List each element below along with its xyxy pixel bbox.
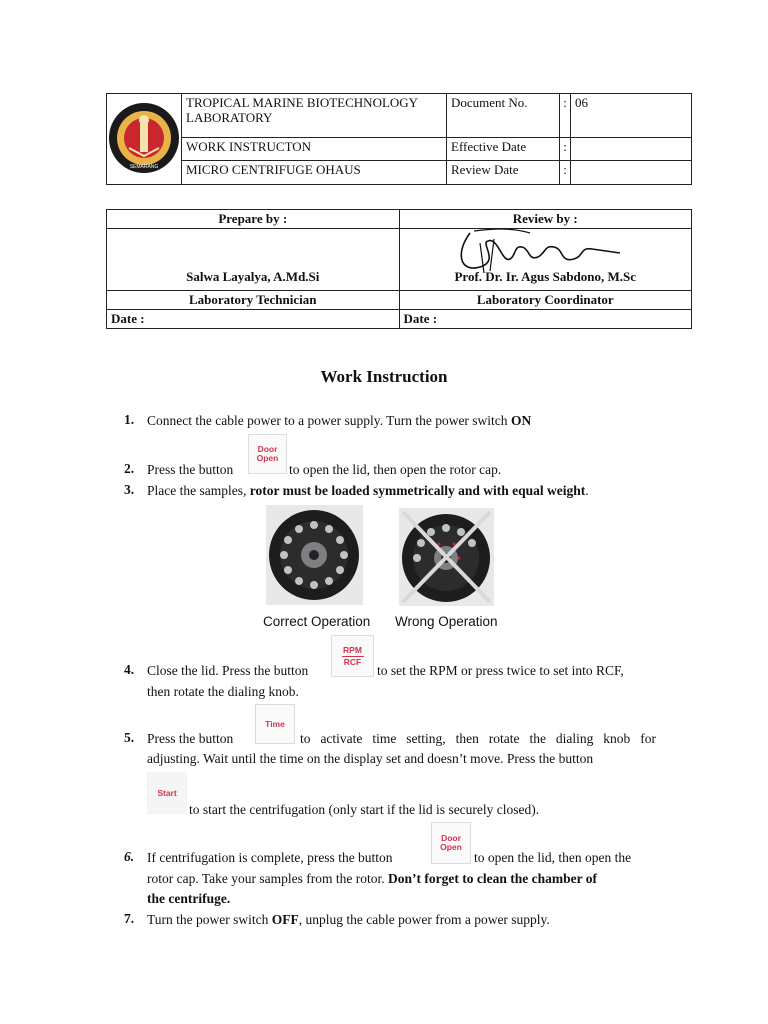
signature-table	[106, 209, 692, 329]
door-open-button-icon: Door Open	[248, 434, 287, 474]
step-4-line2: then rotate the dialing knob.	[147, 684, 299, 699]
step-7-text: Turn the power switch OFF, unplug the cable power from a power supply.	[147, 912, 550, 927]
preparer-date: Date :	[107, 310, 400, 329]
correct-operation-caption: Correct Operation	[263, 614, 371, 629]
step-number: 6.	[124, 849, 135, 864]
university-seal-logo	[107, 96, 181, 180]
step-1-text: Connect the cable power to a power supply. Turn the power switch ON	[147, 413, 532, 428]
step-number: 3.	[124, 482, 135, 497]
correct-rotor-image	[266, 505, 363, 605]
step-3-text: Place the samples, rotor must be loaded symmetrically and with equal weight.	[147, 483, 589, 498]
wrong-rotor-image	[399, 508, 494, 606]
step-6-line2: rotor cap. Take your samples from the rotor. Don’t forget to clean the chamber of	[147, 871, 597, 886]
document-no-label: Document No.	[447, 94, 560, 138]
step-5-pre: Press the button	[147, 731, 234, 746]
step-number: 5.	[124, 730, 135, 745]
step-number: 7.	[124, 911, 135, 926]
step-6-post: to open the lid, then open the	[474, 850, 632, 865]
step-2-post: to open the lid, then open the rotor cap.	[289, 462, 502, 477]
step-5-post: to activate time setting, then rotate the dialing knob for	[300, 731, 656, 746]
effective-date-label: Effective Date	[447, 137, 560, 161]
step-4-pre: Close the lid. Press the button	[147, 663, 309, 678]
preparer-name: Salwa Layalya, A.Md.Si	[107, 229, 400, 291]
colon: :	[560, 137, 571, 161]
step-2-pre: Press the button	[147, 462, 234, 477]
step-number: 4.	[124, 662, 135, 677]
door-open-button-icon-2: Door Open	[431, 822, 471, 864]
start-button-icon: Start	[147, 772, 187, 814]
prepare-label: Prepare by :	[107, 210, 400, 229]
doc-type: WORK INSTRUCTON	[182, 137, 447, 161]
document-header-table	[106, 93, 692, 185]
step-5-line2: adjusting. Wait until the time on the display set and doesn’t move. Press the button	[147, 751, 594, 766]
document-no-value: 06	[571, 94, 692, 138]
review-label: Review by :	[399, 210, 692, 229]
reviewer-name-cell	[399, 229, 692, 291]
effective-date-value	[571, 137, 692, 161]
reviewer-role: Laboratory Coordinator	[399, 291, 692, 310]
review-date-value	[571, 161, 692, 185]
svg-text:SEMARANG: SEMARANG	[129, 163, 159, 170]
step-6-line3: the centrifuge.	[147, 891, 231, 906]
step-number: 2.	[124, 461, 135, 476]
reviewer-date: Date :	[399, 310, 692, 329]
preparer-role: Laboratory Technician	[107, 291, 400, 310]
wrong-operation-caption: Wrong Operation	[395, 614, 498, 629]
rpm-rcf-button-icon: RPM RCF	[331, 635, 374, 677]
review-date-label: Review Date	[447, 161, 560, 185]
university-logo-cell	[107, 94, 182, 185]
colon: :	[560, 94, 571, 138]
step-4-post: to set the RPM or press twice to set into RCF,	[377, 663, 624, 678]
lab-name: TROPICAL MARINE BIOTECHNOLOGY LABORATORY	[182, 94, 447, 138]
instrument-name: MICRO CENTRIFUGE OHAUS	[182, 161, 447, 185]
step-5-line3: to start the centrifugation (only start if the lid is securely closed).	[189, 802, 540, 817]
step-6-pre: If centrifugation is complete, press the button	[147, 850, 393, 865]
step-number: 1.	[124, 412, 135, 427]
page-title: Work Instruction	[320, 367, 448, 386]
time-button-icon: Time	[255, 704, 295, 744]
colon: :	[560, 161, 571, 185]
reviewer-name: Prof. Dr. Ir. Agus Sabdono, M.Sc	[454, 269, 637, 284]
